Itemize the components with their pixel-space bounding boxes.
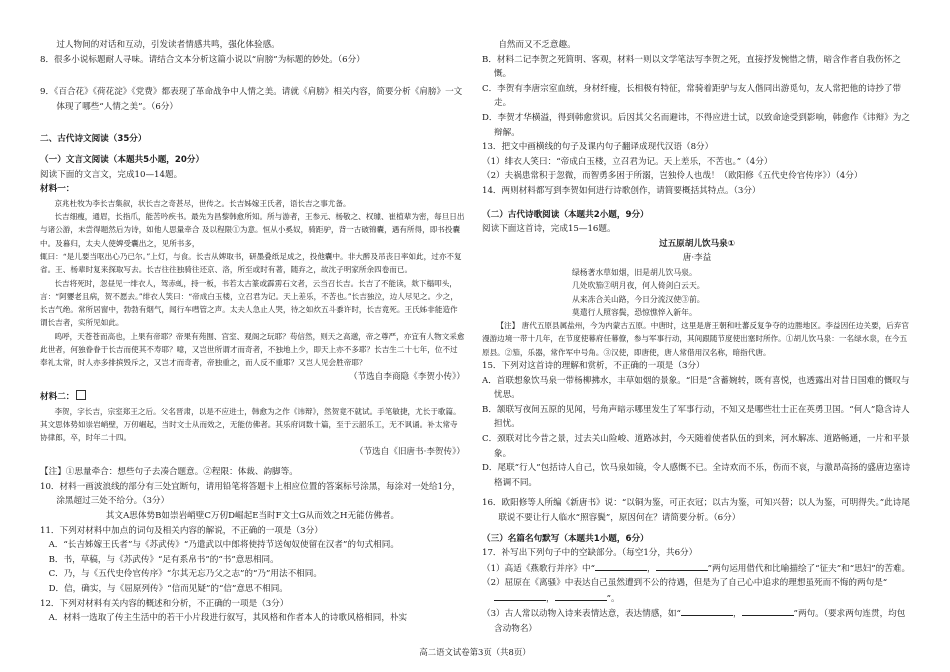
left-paragraph bbox=[40, 168, 465, 183]
right-paragraph bbox=[482, 208, 912, 223]
text: （节选自《旧唐书·李贺传》） bbox=[354, 446, 465, 457]
text: C．颈联对比今昔之景，过去关山险峻、道路冰封，今天随着使者队伍的到来，河水解冻、道路畅通，一片和平景象。 bbox=[482, 433, 910, 459]
spacer bbox=[40, 67, 465, 76]
left-paragraph bbox=[40, 445, 465, 460]
right-paragraph bbox=[482, 237, 912, 252]
text: C．乃，与《五代史伶官传序》“尔其无忘乃父之志”的“乃”用法不相同。 bbox=[40, 569, 322, 580]
left-paragraph bbox=[40, 582, 465, 597]
right-paragraph bbox=[482, 53, 912, 82]
text: 莫遣行人照容鬓，恐惊憔悴入新年。 bbox=[572, 307, 697, 317]
text: 京兆杜牧为李长吉集叙，状长吉之奇甚尽，世传之。长吉姊嫁王氏者，语长吉之事尤备。 bbox=[54, 198, 351, 208]
page-footer: 高二语文试卷第3页（共8页） bbox=[419, 647, 531, 657]
text: 15．下列对这首诗的理解和赏析，不正确的一项是（3分） bbox=[482, 360, 705, 371]
fill-blank[interactable] bbox=[595, 561, 647, 571]
left-paragraph bbox=[40, 250, 465, 277]
text: 绿杨著水草如烟，旧是胡儿饮马泉。 bbox=[572, 267, 697, 277]
left-paragraph bbox=[40, 390, 465, 405]
text: B．材料二记李贺之死简明、客观，材料一则以文学笔法写李贺之死，直接抒发惋惜之情，暗含作者自我伤怀之慨。 bbox=[482, 54, 901, 80]
spacer bbox=[482, 199, 912, 208]
text: 12．下列对材料有关内容的概述和分析，不正确的一项是（3分） bbox=[40, 598, 289, 609]
question-text: （2）屈原在《离骚》中表达自己虽然遭到不公的待遇，但是为了自己心中追求的理想虽死而不悔的两句是“ bbox=[482, 578, 888, 589]
text: 10．材料一画波浪线的部分有三处宜断句，请用铅笔将答题卡上相应位置的答案标号涂黑，每涂对一处给1分，涂黑超过三处不给分。（3分） bbox=[40, 481, 461, 507]
left-paragraph bbox=[40, 524, 465, 539]
text: 16．欧阳修等人所编《新唐书》说：“以铜为鉴，可正衣冠；以古为鉴，可知兴替；以人为鉴，可明得失。”此诗尾联说不要让行人临水“照容鬓”，原因何在？请简要分析。（6分） bbox=[482, 498, 910, 523]
checkbox-icon bbox=[76, 390, 86, 400]
text: （三）名篇名句默写（本题共1小题，6分） bbox=[482, 533, 649, 544]
text: A．首联想象饮马泉一带杨柳拂水，丰草如烟的景象。“旧是”含蓄婉转，既有喜悦，也透露出对昔日国难的慨叹与忧思。 bbox=[482, 375, 910, 401]
left-paragraph bbox=[40, 611, 465, 626]
text: 从来冻合关山路，今日分流汉使③前。 bbox=[572, 294, 705, 304]
left-paragraph bbox=[40, 509, 465, 524]
text: （一）文言文阅读（本题共5小题，20分） bbox=[40, 154, 205, 165]
left-paragraph bbox=[40, 370, 465, 385]
text: 14．两则材料都写到李贺如何进行诗歌创作，请简要概括其特点。（3分） bbox=[482, 185, 761, 196]
left-paragraph bbox=[40, 480, 465, 509]
text: A．材料一选取了传主生活中的若干小片段进行叙写，其风格和作者本人的诗歌风格相同，朴实 bbox=[40, 613, 408, 624]
text: C．李贺有李唐宗室血统，身材纤瘦，长相极有特征，常骑着距驴与友人偕同出游觅句，友人常把他的诗抄了带走。 bbox=[482, 83, 902, 109]
text: 8．很多小说标题耐人寻味。请结合文本分析这篇小说以“肩膀”为标题的妙处。（6分） bbox=[40, 54, 365, 65]
right-paragraph bbox=[482, 222, 912, 237]
left-paragraph bbox=[40, 210, 465, 250]
right-paragraph bbox=[482, 496, 912, 525]
text: 阅读下面的文言文，完成10—14题。 bbox=[40, 169, 183, 180]
text: D．李贺才华横溢，得到韩愈赏识。后因其父名而避讳，不得应进士试，以致命途受到影响，韩愈作《讳辩》为之辩解。 bbox=[482, 112, 910, 138]
left-paragraph bbox=[40, 85, 465, 114]
text: 材料二： bbox=[40, 392, 75, 403]
question-text-tail: ”两句。（要求两句连贯，均包含动物名） bbox=[494, 609, 906, 635]
text: （2）夫祸患常积于忽微，而智勇多困于所溺，岂独伶人也哉！（欧阳修《五代史伶官传序》）（4分） bbox=[482, 171, 863, 182]
text: 11．下列对材料中加点的词句及相关内容的解说，不正确的一项是（3分） bbox=[40, 525, 323, 536]
right-paragraph bbox=[482, 266, 912, 279]
right-paragraph bbox=[482, 403, 912, 432]
left-paragraph bbox=[40, 553, 465, 568]
text: 二、古代诗文阅读（35分） bbox=[40, 134, 147, 145]
right-paragraph bbox=[482, 111, 912, 140]
right-paragraph bbox=[482, 359, 912, 374]
text: （1）绯衣人笑曰：“帝成白玉楼，立召君为记。天上差乐，不苦也。”（4分） bbox=[482, 156, 773, 167]
right-column bbox=[482, 38, 912, 637]
left-paragraph bbox=[40, 597, 465, 612]
left-paragraph bbox=[40, 538, 465, 553]
left-paragraph bbox=[40, 465, 465, 480]
right-paragraph bbox=[482, 38, 912, 53]
left-paragraph bbox=[40, 182, 465, 197]
text: 自然而又不乏意趣。 bbox=[498, 40, 576, 50]
text: 9．《百合花》《荷花淀》《党费》都表现了革命战争中人情之美。请就《肩膀》相关内容，简要分析《肩膀》一文体现了哪些“人情之美”。（6分） bbox=[40, 87, 463, 112]
left-paragraph bbox=[40, 153, 465, 168]
question-text-tail: ”。 bbox=[606, 593, 620, 604]
right-paragraph bbox=[482, 251, 912, 266]
fill-blank[interactable] bbox=[656, 561, 708, 571]
text: 材料一： bbox=[40, 184, 75, 195]
question-text: （3）古人常以动物入诗来表情达意，表达情感，如“ bbox=[482, 609, 681, 620]
text: 唐·李益 bbox=[682, 253, 712, 264]
left-paragraph bbox=[40, 38, 465, 53]
right-paragraph bbox=[482, 461, 912, 490]
right-paragraph: （3）古人常以动物入诗来表情达意，表达情感，如“ ， ”两句。（要求两句连贯，均包含动物名） bbox=[482, 606, 912, 636]
left-paragraph bbox=[40, 197, 465, 210]
left-paragraph bbox=[40, 132, 465, 147]
left-paragraph bbox=[40, 277, 465, 330]
question-text-tail: ”两句运用借代和比喻描绘了“征夫”和“思妇”的苦难。 bbox=[707, 563, 911, 574]
question-text: （1）高适《燕歌行并序》中“ bbox=[482, 563, 595, 574]
right-paragraph bbox=[482, 140, 912, 155]
fill-blank[interactable] bbox=[494, 591, 546, 601]
text: 其文A思体势B如崇岩峭壁C万仞D崛起E当时F文士G从而效之H无能仿佛者。 bbox=[105, 511, 400, 522]
text: 长吉将死时，忽昼见一绯衣人，驾赤虬，持一板，书若太古篆或霹雳石文者，云当召长吉。长吉了不能读，欻下榻叩头，言：“阿㜷老且病，贺不愿去。”绯衣人笑曰：“帝成白玉楼，立召君为记。天上差乐，不苦也。”长吉独泣，边人尽见之。少之，长吉气绝。常所居窗中，勃勃有烟气，闻行车嘒管之声。太夫人急止人哭，待之如炊五斗黍许时，长吉竟死。王氏姊非能造作谓长吉者，实所见如此。 bbox=[40, 278, 458, 328]
text: （二）古代诗歌阅读（本题共2小题，9分） bbox=[482, 209, 649, 220]
fill-blank[interactable] bbox=[555, 591, 607, 601]
text: 阅读下面这首诗，完成15—16题。 bbox=[482, 224, 616, 235]
right-paragraph: （1）高适《燕歌行并序》中“ ， ”两句运用借代和比喻描绘了“征夫”和“思妇”的苦难。 bbox=[482, 561, 912, 577]
text: 呜呼，天苍苍而高也，上果有帝耶？帝果有苑囿、宫室、观阁之玩耶？苟信然，则天之高邈，帝之尊严，亦宜有人物文采愈此世者，何独眷眷于长吉而使其不寿耶？噫，又岂世所谓才而奇者，不独地上少，即天上亦不多耶？长吉生二十七年，位不过奉礼太常，时人亦多排摈毁斥之，又岂才而奇者，帝独重之，而人反不重耶？又岂人见会胜帝耶？ bbox=[40, 331, 465, 368]
text: B．颔联写夜间五原的见闻，号角声暗示哪里发生了军事行动，不知又是哪些壮士正在英勇卫国。“何人”隐含诗人担忧。 bbox=[482, 404, 910, 430]
text: 13．把文中画横线的句子及课内句子翻译成现代汉语（8分） bbox=[482, 142, 714, 153]
left-paragraph bbox=[40, 53, 465, 68]
text: 辄曰：“是儿要当呕出心乃已尔。”上灯，与食。长吉从婢取书，研墨叠纸足成之，投他囊中。非大醉及吊丧日率如此，过亦不复省。王、杨辈时复来探取写去。长吉往往独骑往还京、洛，所至或时有著，随弃之，故沈子明家所余四卷而已。 bbox=[40, 251, 462, 275]
text: 李贺，字长吉，宗室郑王之后。父名晋肃，以是不应进士，韩愈为之作《讳辩》，然贺竟不就试。手笔敏捷，尤长于歌篇。其文思体势如崇岩峭壁，万仞崛起，当时文士从而效之，无能仿佛者。其乐府词数十篇，至于云韶乐工，无不讽诵。补太常寺协律郎，卒，时年二十四。 bbox=[40, 406, 461, 443]
fill-blank[interactable] bbox=[681, 606, 733, 616]
right-paragraph bbox=[482, 546, 912, 561]
right-paragraph bbox=[482, 319, 912, 359]
spacer bbox=[40, 76, 465, 85]
text: 几处吹笳②明月夜，何人倚剑白云天。 bbox=[572, 281, 705, 291]
text: 过五原胡儿饮马泉① bbox=[658, 238, 736, 249]
right-paragraph bbox=[482, 184, 912, 199]
right-paragraph bbox=[482, 82, 912, 111]
text: 长吉细瘦，通眉，长指爪，能苦吟疾书。最先为昌黎韩愈所知。所与游者，王参元、杨敬之、权璩、崔植辈为密，每旦日出与诸公游，未尝得题然后为诗，如他人思量牵合 及以程限①为意。恒从小奚奴，骑距驴，背一古破锦囊，遇有所得，即书投囊中。及暮归，太夫人使婢受囊出之，见所书多， bbox=[40, 212, 465, 248]
right-paragraph bbox=[482, 532, 912, 547]
text: 【注】 唐代五原县属盐州，今为内蒙古五原。中唐时，这里是唐王朝和吐蕃反复争夺的边塍地区。李益因任边关要，后弃官漫游边境一带十几年，在节度使幕府任幕僚，参与军事行动，其间跟随节度使出塞时所作。①胡儿饮马泉：一名绿水泉，在今五原县。②笳，乐器，常作军中号角。③汉使，即唐使，唐人常借用汉名称，暗指代唐。 bbox=[482, 321, 909, 357]
left-column bbox=[40, 38, 465, 626]
fill-blank[interactable] bbox=[742, 606, 794, 616]
text: D．信，确实，与《屈原列传》“信而见疑”的“信”意思不相同。 bbox=[40, 584, 288, 595]
right-paragraph bbox=[482, 374, 912, 403]
right-paragraph bbox=[482, 279, 912, 292]
text: A．“长吉姊嫁王氏者”与《苏武传》“乃遣武以中郎将使持节送匈奴使留在汉者”的句式相同。 bbox=[40, 540, 399, 551]
right-paragraph bbox=[482, 293, 912, 306]
text: （节选自李商隐《李贺小传》） bbox=[348, 371, 465, 382]
text: 【注】①思量牵合：想些句子去凑合题意。②程限：体裁、韵脚等。 bbox=[40, 467, 298, 478]
right-paragraph: （2）屈原在《离骚》中表达自己虽然遭到不公的待遇，但是为了自己心中追求的理想虽死而不悔的两句是“， ”。 bbox=[482, 578, 888, 604]
left-paragraph bbox=[40, 405, 465, 445]
text: 17．补写出下列句子中的空缺部分。（每空1分，共6分） bbox=[482, 548, 698, 559]
right-paragraph bbox=[482, 169, 912, 184]
spacer bbox=[40, 114, 465, 123]
text: D．尾联“行人”包括诗人自己，饮马泉如镜，令人感慨不已。全诗欢而不乐，伤而不哀，与激昂高扬的盛唐边塞诗格调不同。 bbox=[482, 463, 911, 488]
right-paragraph bbox=[482, 306, 912, 319]
text: 过人物间的对话和互动，引发读者情感共鸣，强化体验感。 bbox=[56, 40, 280, 50]
left-paragraph bbox=[40, 330, 465, 370]
right-paragraph bbox=[482, 155, 912, 170]
text: B．书，草稿，与《苏武传》“足有系帛书”的“书”意思相同。 bbox=[40, 554, 279, 565]
spacer bbox=[40, 123, 465, 132]
left-paragraph bbox=[40, 567, 465, 582]
right-paragraph bbox=[482, 432, 912, 461]
